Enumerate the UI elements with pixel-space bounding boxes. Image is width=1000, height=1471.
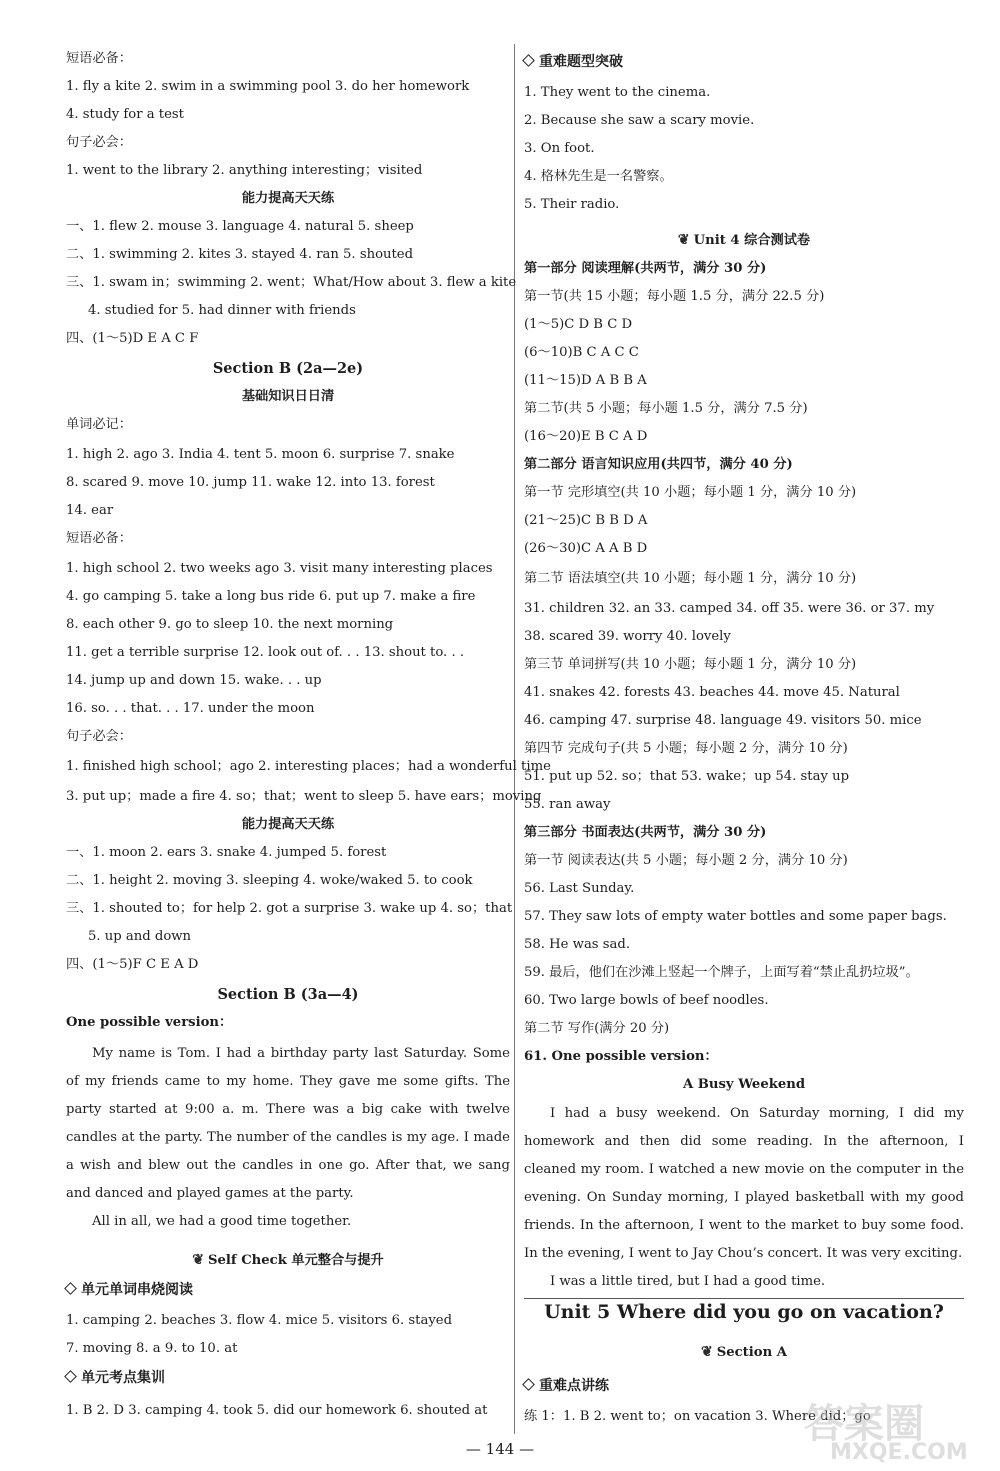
left-answer-line: 句子必会：	[66, 135, 132, 150]
right-answer-line: 57. They saw lots of empty water bottles and some paper bags.	[524, 909, 947, 924]
left-answer-line: 14. ear	[66, 503, 114, 518]
left-answer-line: 二、1. swimming 2. kites 3. stayed 4. ran 5. shouted	[66, 247, 414, 262]
left-answer-line: 4. go camping 5. take a long bus ride 6. put up 7. make a fire	[66, 589, 476, 604]
right-answer-line: 第一部分 阅读理解(共两节，满分 30 分)	[524, 261, 767, 276]
right-answer-line: 第二部分 语言知识应用(共四节，满分 40 分)	[524, 457, 793, 472]
leaf-icon: ❦	[701, 1344, 713, 1360]
right-answer-line: 第三部分 书面表达(共两节，满分 30 分)	[524, 825, 767, 840]
right-answer-line: (11～15)D A B B A	[524, 373, 647, 388]
left-answer-line: 能力提高天天练	[241, 817, 335, 832]
essay-paragraph-2: I was a little tired, but I had a good time.	[550, 1274, 826, 1289]
left-answer-line: 短语必备：	[66, 531, 132, 546]
section-a-line: 练 1：1. B 2. went to；on vacation 3. Where did；go	[524, 1409, 871, 1424]
left-answer-line: 能力提高天天练	[241, 191, 335, 206]
right-answer-line: 5. Their radio.	[524, 197, 620, 212]
self-check-line: 7. moving 8. a 9. to 10. at	[66, 1341, 238, 1356]
left-answer-line: 一、1. moon 2. ears 3. snake 4. jumped 5. forest	[66, 845, 387, 860]
left-answer-line: Section B (3a—4)	[217, 986, 359, 1003]
left-answer-line: 四、(1～5)F C E A D	[66, 957, 199, 972]
right-answer-line: (16～20)E B C A D	[524, 429, 648, 444]
right-answer-line: (26～30)C A A B D	[524, 541, 648, 556]
right-answer-line: 46. camping 47. surprise 48. language 49. visitors 50. mice	[524, 713, 922, 728]
sample-essay	[524, 1100, 964, 1296]
watermark-url: MXQE.COM	[830, 1440, 968, 1465]
right-answer-line: 第一节 阅读表达(共 5 小题；每小题 2 分，满分 10 分)	[524, 853, 848, 868]
right-answer-line: 58. He was sad.	[524, 937, 631, 952]
right-answer-line: 41. snakes 42. forests 43. beaches 44. move 45. Natural	[524, 685, 900, 700]
right-answer-line: 51. put up 52. so；that 53. wake；up 54. stay up	[524, 769, 850, 784]
unit4-test-heading: ❦ Unit 4 综合测试卷	[677, 232, 811, 248]
right-answer-line: (1～5)C D B C D	[524, 317, 633, 332]
right-answer-line: 第一节(共 15 小题；每小题 1.5 分，满分 22.5 分)	[524, 289, 825, 304]
left-answer-line: 1. high school 2. two weeks ago 3. visit many interesting places	[66, 561, 493, 576]
left-answer-line: 1. went to the library 2. anything interesting；visited	[66, 163, 423, 178]
right-answer-line: 第二节(共 5 小题；每小题 1.5 分，满分 7.5 分)	[524, 401, 808, 416]
left-answer-line: 1. finished high school；ago 2. interesting places；had a wonderful time	[66, 759, 551, 774]
right-answer-line: 38. scared 39. worry 40. lovely	[524, 629, 731, 644]
left-answer-line: 11. get a terrible surprise 12. look out of. . . 13. shout to. . .	[66, 645, 465, 660]
left-answer-line: 3. put up；made a fire 4. so；that；went to sleep 5. have ears；moving	[66, 789, 542, 804]
letter-paragraph-2: All in all, we had a good time together.	[92, 1214, 352, 1229]
diamond-icon	[522, 1378, 535, 1391]
left-answer-line: 短语必备：	[66, 51, 132, 66]
diamond-icon	[64, 1282, 77, 1295]
leaf-icon: ❦	[192, 1252, 204, 1268]
self-check-line	[66, 1282, 193, 1299]
self-check-line: 1. B 2. D 3. camping 4. took 5. did our homework 6. shouted at	[66, 1403, 488, 1418]
left-answer-line: 1. fly a kite 2. swim in a swimming pool 3. do her homework	[66, 79, 470, 94]
right-answer-line: 3. On foot.	[524, 141, 595, 156]
right-answer-line: 55. ran away	[524, 797, 611, 812]
left-answer-line: 四、(1～5)D E A C F	[66, 331, 199, 346]
left-answer-line: 8. each other 9. go to sleep 10. the next morning	[66, 617, 394, 632]
unit5-title: Unit 5 Where did you go on vacation?	[544, 1301, 944, 1323]
self-check-line	[66, 1370, 165, 1387]
right-answer-line: 第二节 语法填空(共 10 小题；每小题 1 分，满分 10 分)	[524, 571, 857, 586]
right-answer-line: A Busy Weekend	[682, 1077, 806, 1092]
section-bar-label: 单元单词串烧阅读	[81, 1282, 193, 1298]
letter-paragraph-1: My name is Tom. I had a birthday party last Saturday. Some of my friends came to my home. They gave me some gifts. The party started at 9:00 a. m. There was a big cake with twelve candles at the party. The number of the candles is my age. I made a wish and blew out the candles in one go. After that, we sang and danced and played games at the party.	[66, 1046, 510, 1201]
section-bar-label: 单元考点集训	[81, 1370, 165, 1386]
diamond-icon	[64, 1370, 77, 1383]
right-answer-line	[524, 54, 623, 71]
leaf-icon: ❦	[677, 232, 690, 248]
left-answer-line: 三、1. shouted to；for help 2. got a surprise 3. wake up 4. so；that	[66, 901, 513, 916]
right-answer-line: 第三节 单词拼写(共 10 小题；每小题 1 分，满分 10 分)	[524, 657, 857, 672]
right-answer-line: 第一节 完形填空(共 10 小题；每小题 1 分，满分 10 分)	[524, 485, 857, 500]
left-answer-line: 14. jump up and down 15. wake. . . up	[66, 673, 322, 688]
left-answer-line: 5. up and down	[88, 929, 192, 944]
left-answer-line: 一、1. flew 2. mouse 3. language 4. natural 5. sheep	[66, 219, 414, 234]
left-answer-line: Section B (2a—2e)	[212, 360, 364, 377]
right-answer-line: 61. One possible version：	[524, 1049, 718, 1064]
unit-separator-line	[524, 1298, 964, 1299]
left-answer-line: 1. high 2. ago 3. India 4. tent 5. moon 6. surprise 7. snake	[66, 447, 455, 462]
right-answer-line: 60. Two large bowls of beef noodles.	[524, 993, 769, 1008]
self-check-line: 1. camping 2. beaches 3. flow 4. mice 5. visitors 6. stayed	[66, 1313, 453, 1328]
left-answer-line: 基础知识日日清	[241, 389, 335, 404]
watermark-logo: 答案圈	[804, 1401, 924, 1447]
diamond-icon	[522, 54, 535, 67]
section-bar-label: 重难点讲练	[539, 1378, 609, 1394]
right-answer-line: 4. 格林先生是一名警察。	[524, 169, 673, 184]
left-answer-line: 单词必记：	[66, 417, 132, 432]
right-answer-line: (21～25)C B B D A	[524, 513, 648, 528]
left-answer-line: 8. scared 9. move 10. jump 11. wake 12. into 13. forest	[66, 475, 435, 490]
right-answer-line: 第四节 完成句子(共 5 小题；每小题 2 分，满分 10 分)	[524, 741, 848, 756]
self-check-heading: ❦ Self Check 单元整合与提升	[192, 1252, 384, 1268]
right-answer-line: 59. 最后，他们在沙滩上竖起一个牌子，上面写着“禁止乱扔垃圾”。	[524, 965, 919, 980]
right-answer-line: 56. Last Sunday.	[524, 881, 635, 896]
column-divider	[514, 44, 515, 1434]
left-answer-line: 二、1. height 2. moving 3. sleeping 4. woke/waked 5. to cook	[66, 873, 473, 888]
right-answer-line: (6～10)B C A C C	[524, 345, 639, 360]
right-answer-line: 2. Because she saw a scary movie.	[524, 113, 755, 128]
left-answer-line: 4. study for a test	[66, 107, 184, 122]
sample-letter	[66, 1040, 510, 1236]
right-answer-line: 31. children 32. an 33. camped 34. off 35. were 36. or 37. my	[524, 601, 935, 616]
essay-paragraph-1: I had a busy weekend. On Saturday morning, I did my homework and then did some reading. In the afternoon, I cleaned my room. I watched a new movie on the computer in the evening. On Sunday morning, I played basketball with my good friends. In the afternoon, I went to the market to buy some food. In the evening, I went to Jay Chou’s concert. It was very exciting.	[524, 1106, 964, 1261]
left-answer-line: 句子必会：	[66, 729, 132, 744]
left-answer-line: 16. so. . . that. . . 17. under the moon	[66, 701, 315, 716]
left-answer-line: One possible version：	[66, 1015, 233, 1030]
left-answer-line: 三、1. swam in；swimming 2. went；What/How about 3. flew a kite	[66, 275, 517, 290]
section-bar-label: 重难题型突破	[539, 54, 623, 70]
page-number: — 144 —	[465, 1440, 535, 1458]
left-answer-line: 4. studied for 5. had dinner with friends	[88, 303, 356, 318]
right-answer-line: 第二节 写作(满分 20 分)	[524, 1021, 670, 1036]
right-answer-line: 1. They went to the cinema.	[524, 85, 711, 100]
section-a-heading: ❦ Section A	[701, 1344, 787, 1360]
section-a-line	[524, 1378, 609, 1395]
